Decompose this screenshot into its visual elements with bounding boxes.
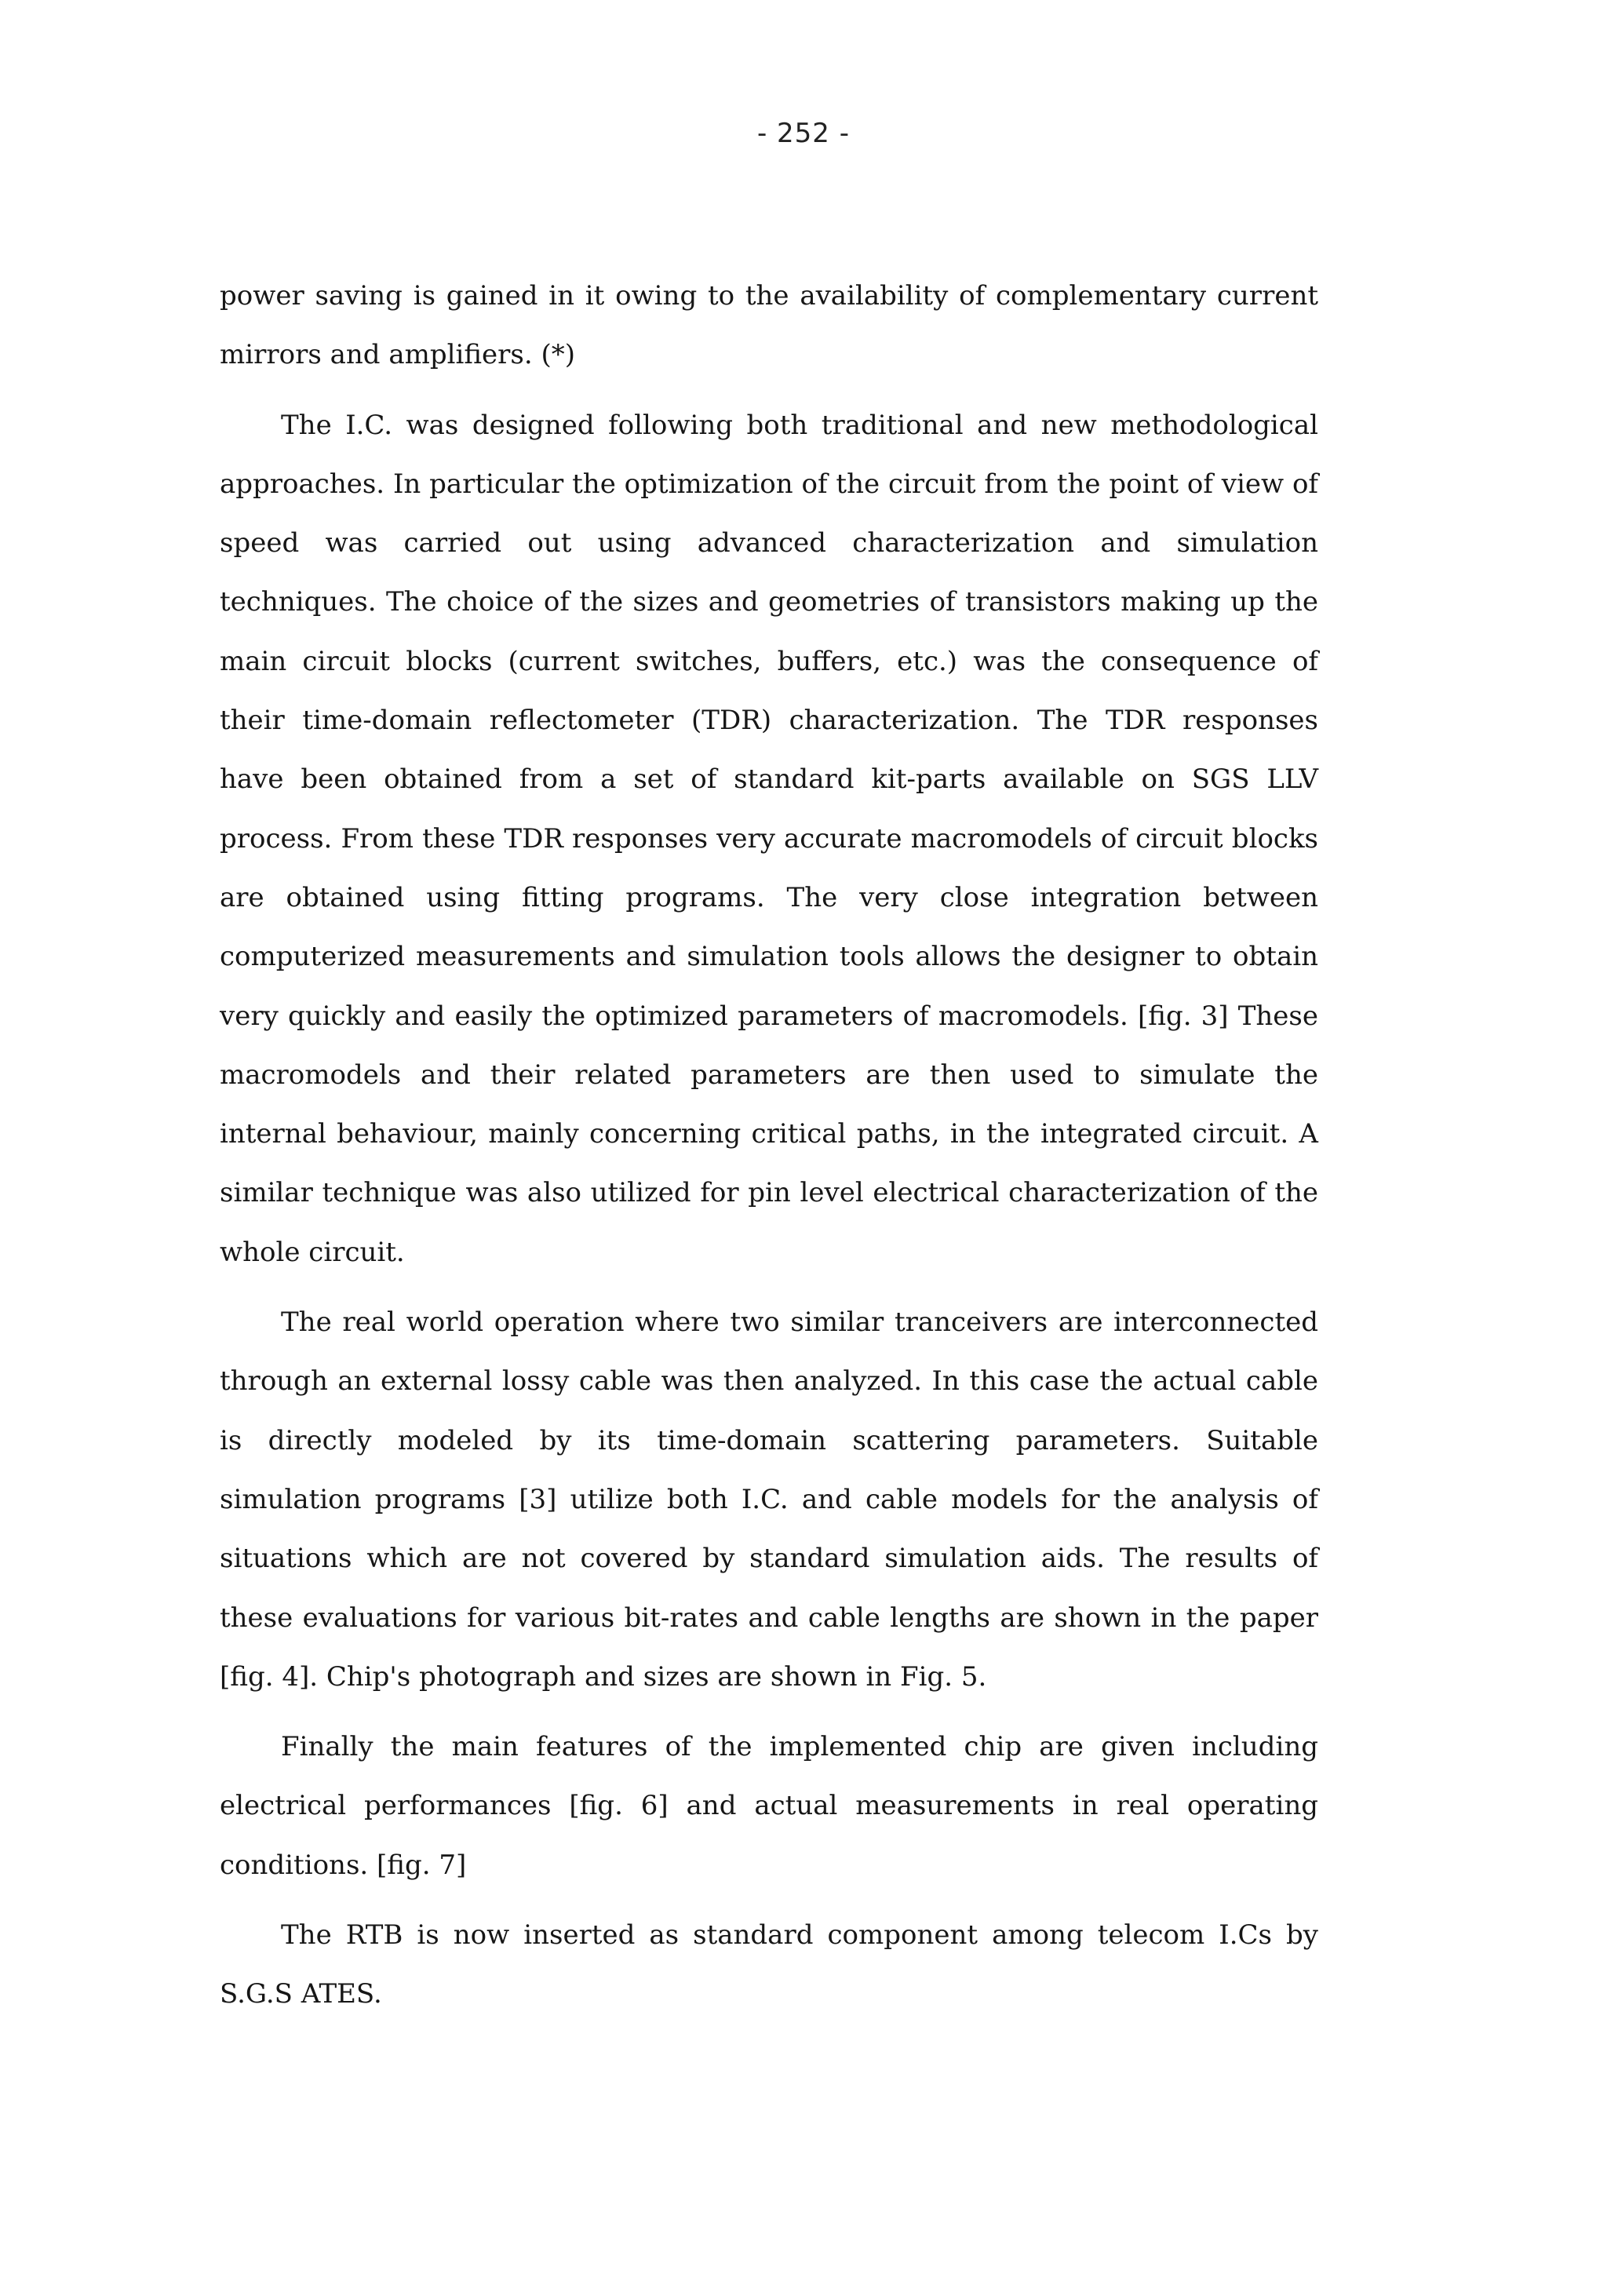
paragraph-gap: [220, 1895, 1318, 1906]
paragraph-gap: [220, 385, 1318, 396]
paragraph-main-features: Finally the main features of the implemented chip are given including electrical performances [fig. 6] and actual measurements in real operating conditions. [fig. 7]: [220, 1731, 1318, 1881]
paragraph-power-saving: power saving is gained in it owing to the availability of complementary current mirrors and amplifiers. (*): [220, 280, 1318, 371]
paragraph-gap: [220, 1707, 1318, 1718]
paragraph-rtb-component: The RTB is now inserted as standard component among telecom I.Cs by S.G.S ATES.: [220, 1919, 1318, 2010]
paragraph-ic-design: The I.C. was designed following both traditional and new methodological approaches. In particular the optimization of the circuit from the point of view of speed was carried out using advanced characterization and simulation techniques. The choice of the sizes and geometries of transistors making up the main circuit blocks (current switches, buffers, etc.) was the consequence of their time-domain reflectometer (TDR) characterization. The TDR responses have been obtained from a set of standard kit-parts available on SGS LLV process. From these TDR responses very accurate macromodels of circuit blocks are obtained using fitting programs. The very close integration between computerized measurements and simulation tools allows the designer to obtain very quickly and easily the optimized parameters of macromodels. [fig. 3] These macromodels and their related parameters are then used to simulate the internal behaviour, mainly concerning critical paths, in the integrated circuit. A similar technique was also utilized for pin level electrical characterization of the whole circuit.: [220, 409, 1318, 1268]
paragraph-real-world-operation: The real world operation where two similar tranceivers are interconnected through an external lossy cable was then analyzed. In this case the actual cable is directly modeled by its time-domain scattering parameters. Suitable simulation programs [3] utilize both I.C. and cable models for the analysis of situations which are not covered by standard simulation aids. The results of these evaluations for various bit-rates and cable lengths are shown in the paper [fig. 4]. Chip's photograph and sizes are shown in Fig. 5.: [220, 1307, 1318, 1693]
page-number: - 252 -: [756, 118, 851, 149]
body-text: [220, 267, 1318, 2024]
paragraph-gap: [220, 1282, 1318, 1293]
